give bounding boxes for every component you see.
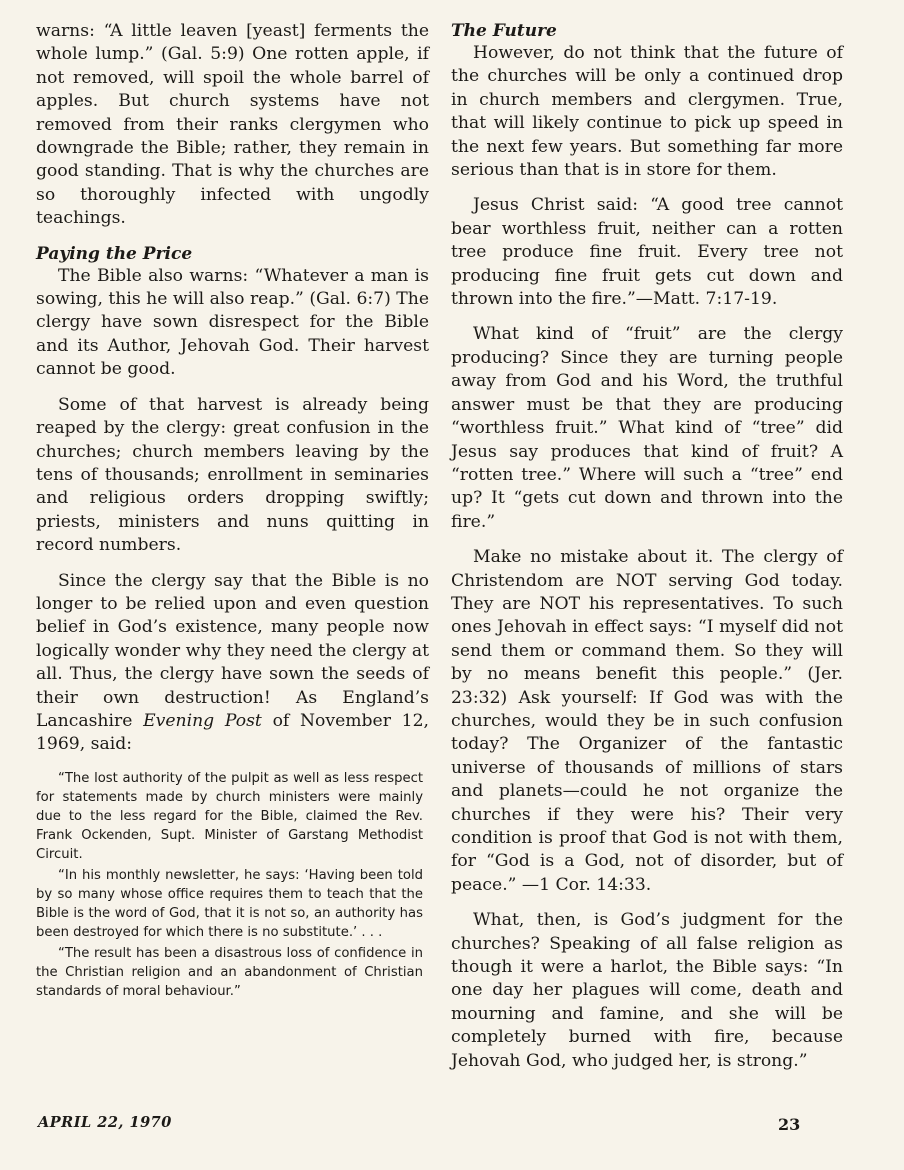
- paragraph-text: of November 12, 1969, said:: [36, 710, 430, 755]
- issue-date: APRIL 22, 1970: [38, 1114, 172, 1131]
- paragraph: Some of that harvest is already being reaped by the clergy: great confusion in the churches; church members leaving by the tens of thousands; enrollment in seminaries and religious orders dropping swiftly; priests, ministers and nuns quitting in record numbers.: [36, 394, 429, 556]
- paragraph: What kind of “fruit” are the clergy producing? Since they are turning people away from God and his Word, the truthful answer must be that they are producing “worthless fruit.” What kind of “tree” did Jesus say produces that kind of fruit? A “rotten tree.” Where will such a “tree” end up? It “gets cut down and thrown into the fire.”: [451, 324, 843, 532]
- subheading-paying-the-price: Paying the Price: [36, 243, 193, 264]
- block-quote: “In his monthly newsletter, he says: ‘Having been told by so many whose office requires them to teach that the Bible is the word of God, that it is not so, an authority has been destroyed for which there is no substitute.’ . . .: [36, 867, 423, 940]
- paragraph: The Bible also warns: “Whatever a man is sowing, this he will also reap.” (Gal. 6:7) The clergy have sown disrespect for the Bible and its Author, Jehovah God. Their harvest cannot be good.: [36, 265, 429, 380]
- right-column: [451, 20, 843, 1085]
- paragraph-text: Since the clergy say that the Bible is no longer to be relied upon and even question belief in God’s existence, many people now logically wonder why they need the clergy at all. Thus, the clergy have sown the seeds of their own destruction! As England’s Lancashire: [36, 570, 429, 731]
- paragraph: However, do not think that the future of the churches will be only a continued drop in church members and clergymen. True, that will likely continue to pick up speed in the next few years. But something far more serious than that is in store for them.: [451, 43, 843, 181]
- block-quote: “The lost authority of the pulpit as well as less respect for statements made by church ministers were mainly due to the less regard for the Bible, claimed the Rev. Frank Ockenden, Supt. Minister of Garstang Methodist Circuit.: [36, 770, 423, 862]
- paragraph: Make no mistake about it. The clergy of Christendom are NOT serving God today. They are NOT his representatives. To such ones Jehovah in effect says: “I myself did not send them or command them. So they will by no means benefit this people.” (Jer. 23:32) Ask yourself: If God was with the churches, would they be in such confusion today? The Organizer of the fantastic universe of thousands of millions of stars and planets—could he not organize the churches if they were his? Their very condition is proof that God is not with them, for “God is a God, not of disorder, but of peace.” —1 Cor. 14:33.: [451, 547, 843, 895]
- paragraph: warns: “A little leaven [yeast] ferments the whole lump.” (Gal. 5:9) One rotten apple, if not removed, will spoil the whole barrel of apples. But church systems have not removed from their ranks clergymen who downgrade the Bible; rather, they remain in good standing. That is why the churches are so thoroughly infected with ungodly teachings.: [36, 21, 429, 229]
- paragraph: Jesus Christ said: “A good tree cannot bear worthless fruit, neither can a rotten tree produce fine fruit. Every tree not producing fine fruit gets cut down and thrown into the fire.”—Matt. 7:17-19.: [451, 195, 843, 310]
- paragraph: What, then, is God’s judgment for the churches? Speaking of all false religion as though it were a harlot, the Bible says: “In one day her plagues will come, death and mourning and famine, and she will be completely burned with fire, because Jehovah God, who judged her, is strong.”: [451, 910, 843, 1071]
- subheading-the-future: The Future: [451, 21, 557, 41]
- block-quote: “The result has been a disastrous loss of confidence in the Christian religion and an abandonment of Christian standards of moral behaviour.”: [36, 945, 423, 999]
- left-column: [36, 20, 429, 1003]
- paragraph: [36, 570, 429, 757]
- publication-name: Evening Post: [143, 710, 262, 731]
- page-number: 23: [778, 1115, 801, 1134]
